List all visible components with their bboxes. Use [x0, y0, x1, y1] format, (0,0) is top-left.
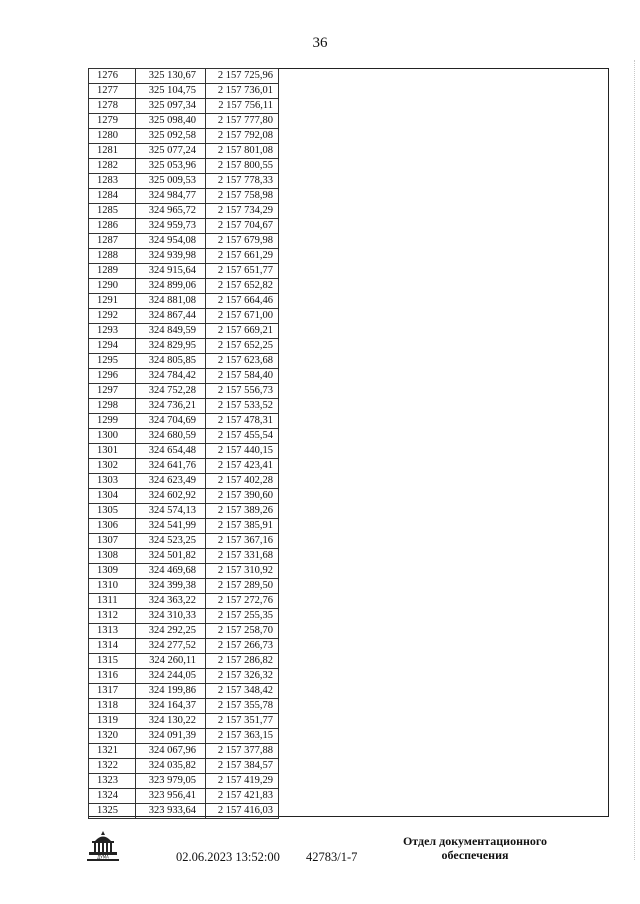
x-coordinate-cell: 324 784,42 [136, 369, 206, 384]
point-number-cell: 1324 [89, 789, 136, 804]
table-row [89, 144, 279, 159]
x-coordinate-cell: 325 053,96 [136, 159, 206, 174]
table-row [89, 129, 279, 144]
x-coordinate-cell: 324 292,25 [136, 624, 206, 639]
y-coordinate-cell: 2 157 704,67 [206, 219, 279, 234]
point-number-cell: 1313 [89, 624, 136, 639]
coordinates-table-body [89, 69, 279, 819]
x-coordinate-cell: 324 915,64 [136, 264, 206, 279]
point-number-cell: 1304 [89, 489, 136, 504]
x-coordinate-cell: 324 881,08 [136, 294, 206, 309]
x-coordinate-cell: 324 501,82 [136, 549, 206, 564]
table-row [89, 804, 279, 819]
point-number-cell: 1278 [89, 99, 136, 114]
y-coordinate-cell: 2 157 419,29 [206, 774, 279, 789]
x-coordinate-cell: 324 704,69 [136, 414, 206, 429]
x-coordinate-cell: 324 602,92 [136, 489, 206, 504]
point-number-cell: 1322 [89, 759, 136, 774]
point-number-cell: 1321 [89, 744, 136, 759]
table-row [89, 279, 279, 294]
duma-building-icon [86, 829, 120, 863]
table-row [89, 534, 279, 549]
table-row [89, 564, 279, 579]
x-coordinate-cell: 324 399,38 [136, 579, 206, 594]
table-row [89, 579, 279, 594]
coordinates-table [88, 68, 279, 819]
table-row [89, 444, 279, 459]
table-row [89, 549, 279, 564]
x-coordinate-cell: 324 469,68 [136, 564, 206, 579]
y-coordinate-cell: 2 157 679,98 [206, 234, 279, 249]
point-number-cell: 1311 [89, 594, 136, 609]
table-row [89, 429, 279, 444]
point-number-cell: 1314 [89, 639, 136, 654]
x-coordinate-cell: 324 363,22 [136, 594, 206, 609]
y-coordinate-cell: 2 157 756,11 [206, 99, 279, 114]
x-coordinate-cell: 325 009,53 [136, 174, 206, 189]
x-coordinate-cell: 325 130,67 [136, 69, 206, 84]
point-number-cell: 1299 [89, 414, 136, 429]
point-number-cell: 1309 [89, 564, 136, 579]
y-coordinate-cell: 2 157 669,21 [206, 324, 279, 339]
x-coordinate-cell: 323 933,64 [136, 804, 206, 819]
x-coordinate-cell: 324 680,59 [136, 429, 206, 444]
point-number-cell: 1316 [89, 669, 136, 684]
point-number-cell: 1306 [89, 519, 136, 534]
y-coordinate-cell: 2 157 423,41 [206, 459, 279, 474]
y-coordinate-cell: 2 157 355,78 [206, 699, 279, 714]
y-coordinate-cell: 2 157 652,82 [206, 279, 279, 294]
y-coordinate-cell: 2 157 736,01 [206, 84, 279, 99]
y-coordinate-cell: 2 157 258,70 [206, 624, 279, 639]
y-coordinate-cell: 2 157 478,31 [206, 414, 279, 429]
x-coordinate-cell: 324 752,28 [136, 384, 206, 399]
point-number-cell: 1302 [89, 459, 136, 474]
x-coordinate-cell: 324 130,22 [136, 714, 206, 729]
point-number-cell: 1291 [89, 294, 136, 309]
x-coordinate-cell: 324 805,85 [136, 354, 206, 369]
x-coordinate-cell: 324 623,49 [136, 474, 206, 489]
point-number-cell: 1323 [89, 774, 136, 789]
table-row [89, 684, 279, 699]
x-coordinate-cell: 324 199,86 [136, 684, 206, 699]
table-row [89, 84, 279, 99]
table-row [89, 159, 279, 174]
x-coordinate-cell: 325 098,40 [136, 114, 206, 129]
x-coordinate-cell: 324 244,05 [136, 669, 206, 684]
table-row [89, 729, 279, 744]
table-row [89, 744, 279, 759]
table-row [89, 399, 279, 414]
y-coordinate-cell: 2 157 801,08 [206, 144, 279, 159]
point-number-cell: 1279 [89, 114, 136, 129]
point-number-cell: 1290 [89, 279, 136, 294]
table-row [89, 384, 279, 399]
table-row [89, 99, 279, 114]
y-coordinate-cell: 2 157 777,80 [206, 114, 279, 129]
point-number-cell: 1297 [89, 384, 136, 399]
point-number-cell: 1295 [89, 354, 136, 369]
point-number-cell: 1277 [89, 84, 136, 99]
table-row [89, 324, 279, 339]
table-row [89, 624, 279, 639]
point-number-cell: 1282 [89, 159, 136, 174]
table-row [89, 489, 279, 504]
x-coordinate-cell: 324 954,08 [136, 234, 206, 249]
point-number-cell: 1289 [89, 264, 136, 279]
footer-department [395, 834, 555, 862]
point-number-cell: 1286 [89, 219, 136, 234]
x-coordinate-cell: 324 654,48 [136, 444, 206, 459]
y-coordinate-cell: 2 157 440,15 [206, 444, 279, 459]
point-number-cell: 1280 [89, 129, 136, 144]
y-coordinate-cell: 2 157 351,77 [206, 714, 279, 729]
point-number-cell: 1287 [89, 234, 136, 249]
x-coordinate-cell: 324 067,96 [136, 744, 206, 759]
scan-edge-marks [630, 60, 635, 860]
point-number-cell: 1296 [89, 369, 136, 384]
table-row [89, 204, 279, 219]
y-coordinate-cell: 2 157 623,68 [206, 354, 279, 369]
x-coordinate-cell: 324 164,37 [136, 699, 206, 714]
point-number-cell: 1320 [89, 729, 136, 744]
y-coordinate-cell: 2 157 310,92 [206, 564, 279, 579]
x-coordinate-cell: 324 310,33 [136, 609, 206, 624]
y-coordinate-cell: 2 157 385,91 [206, 519, 279, 534]
y-coordinate-cell: 2 157 455,54 [206, 429, 279, 444]
point-number-cell: 1325 [89, 804, 136, 819]
y-coordinate-cell: 2 157 402,28 [206, 474, 279, 489]
table-row [89, 699, 279, 714]
x-coordinate-cell: 325 077,24 [136, 144, 206, 159]
y-coordinate-cell: 2 157 758,98 [206, 189, 279, 204]
y-coordinate-cell: 2 157 389,26 [206, 504, 279, 519]
table-row [89, 69, 279, 84]
x-coordinate-cell: 324 260,11 [136, 654, 206, 669]
x-coordinate-cell: 324 959,73 [136, 219, 206, 234]
table-row [89, 609, 279, 624]
table-row [89, 594, 279, 609]
table-row [89, 789, 279, 804]
y-coordinate-cell: 2 157 348,42 [206, 684, 279, 699]
y-coordinate-cell: 2 157 533,52 [206, 399, 279, 414]
y-coordinate-cell: 2 157 331,68 [206, 549, 279, 564]
point-number-cell: 1305 [89, 504, 136, 519]
table-row [89, 174, 279, 189]
table-row [89, 369, 279, 384]
x-coordinate-cell: 324 984,77 [136, 189, 206, 204]
logo-text: ДУМА [97, 854, 109, 860]
x-coordinate-cell: 323 956,41 [136, 789, 206, 804]
table-row [89, 189, 279, 204]
point-number-cell: 1298 [89, 399, 136, 414]
page-number: 36 [312, 35, 328, 51]
table-row [89, 504, 279, 519]
x-coordinate-cell: 325 097,34 [136, 99, 206, 114]
point-number-cell: 1288 [89, 249, 136, 264]
x-coordinate-cell: 324 899,06 [136, 279, 206, 294]
y-coordinate-cell: 2 157 792,08 [206, 129, 279, 144]
y-coordinate-cell: 2 157 255,35 [206, 609, 279, 624]
x-coordinate-cell: 324 829,95 [136, 339, 206, 354]
point-number-cell: 1303 [89, 474, 136, 489]
y-coordinate-cell: 2 157 664,46 [206, 294, 279, 309]
table-row [89, 234, 279, 249]
y-coordinate-cell: 2 157 416,03 [206, 804, 279, 819]
point-number-cell: 1276 [89, 69, 136, 84]
point-number-cell: 1294 [89, 339, 136, 354]
x-coordinate-cell: 324 574,13 [136, 504, 206, 519]
table-row [89, 354, 279, 369]
table-row [89, 459, 279, 474]
point-number-cell: 1300 [89, 429, 136, 444]
x-coordinate-cell: 324 867,44 [136, 309, 206, 324]
x-coordinate-cell: 325 092,58 [136, 129, 206, 144]
x-coordinate-cell: 324 939,98 [136, 249, 206, 264]
footer-doc-number: 42783/1-7 [306, 850, 358, 864]
y-coordinate-cell: 2 157 651,77 [206, 264, 279, 279]
table-row [89, 474, 279, 489]
y-coordinate-cell: 2 157 652,25 [206, 339, 279, 354]
x-coordinate-cell: 324 541,99 [136, 519, 206, 534]
y-coordinate-cell: 2 157 363,15 [206, 729, 279, 744]
table-row [89, 309, 279, 324]
point-number-cell: 1315 [89, 654, 136, 669]
y-coordinate-cell: 2 157 584,40 [206, 369, 279, 384]
table-row [89, 264, 279, 279]
footer-department-line1: Отдел документационного [402, 834, 548, 848]
x-coordinate-cell: 324 523,25 [136, 534, 206, 549]
table-row [89, 669, 279, 684]
table-row [89, 339, 279, 354]
point-number-cell: 1312 [89, 609, 136, 624]
point-number-cell: 1293 [89, 324, 136, 339]
y-coordinate-cell: 2 157 390,60 [206, 489, 279, 504]
x-coordinate-cell: 324 277,52 [136, 639, 206, 654]
y-coordinate-cell: 2 157 326,32 [206, 669, 279, 684]
y-coordinate-cell: 2 157 800,55 [206, 159, 279, 174]
x-coordinate-cell: 324 849,59 [136, 324, 206, 339]
table-row [89, 774, 279, 789]
y-coordinate-cell: 2 157 421,83 [206, 789, 279, 804]
x-coordinate-cell: 325 104,75 [136, 84, 206, 99]
x-coordinate-cell: 324 641,76 [136, 459, 206, 474]
y-coordinate-cell: 2 157 556,73 [206, 384, 279, 399]
y-coordinate-cell: 2 157 377,88 [206, 744, 279, 759]
footer-datetime: 02.06.2023 13:52:00 [176, 850, 280, 864]
table-row [89, 714, 279, 729]
point-number-cell: 1292 [89, 309, 136, 324]
x-coordinate-cell: 324 091,39 [136, 729, 206, 744]
point-number-cell: 1319 [89, 714, 136, 729]
x-coordinate-cell: 324 035,82 [136, 759, 206, 774]
x-coordinate-cell: 324 736,21 [136, 399, 206, 414]
footer-department-line2: обеспечения [441, 848, 509, 862]
y-coordinate-cell: 2 157 367,16 [206, 534, 279, 549]
y-coordinate-cell: 2 157 289,50 [206, 579, 279, 594]
table-row [89, 414, 279, 429]
table-row [89, 759, 279, 774]
table-row [89, 519, 279, 534]
point-number-cell: 1307 [89, 534, 136, 549]
x-coordinate-cell: 323 979,05 [136, 774, 206, 789]
y-coordinate-cell: 2 157 778,33 [206, 174, 279, 189]
table-row [89, 219, 279, 234]
table-row [89, 114, 279, 129]
table-row [89, 294, 279, 309]
table-row [89, 654, 279, 669]
y-coordinate-cell: 2 157 384,57 [206, 759, 279, 774]
table-row [89, 249, 279, 264]
point-number-cell: 1317 [89, 684, 136, 699]
y-coordinate-cell: 2 157 734,29 [206, 204, 279, 219]
y-coordinate-cell: 2 157 671,00 [206, 309, 279, 324]
point-number-cell: 1310 [89, 579, 136, 594]
point-number-cell: 1281 [89, 144, 136, 159]
y-coordinate-cell: 2 157 272,76 [206, 594, 279, 609]
point-number-cell: 1318 [89, 699, 136, 714]
x-coordinate-cell: 324 965,72 [136, 204, 206, 219]
y-coordinate-cell: 2 157 725,96 [206, 69, 279, 84]
y-coordinate-cell: 2 157 286,82 [206, 654, 279, 669]
point-number-cell: 1285 [89, 204, 136, 219]
point-number-cell: 1283 [89, 174, 136, 189]
table-row [89, 639, 279, 654]
y-coordinate-cell: 2 157 661,29 [206, 249, 279, 264]
point-number-cell: 1308 [89, 549, 136, 564]
point-number-cell: 1284 [89, 189, 136, 204]
y-coordinate-cell: 2 157 266,73 [206, 639, 279, 654]
point-number-cell: 1301 [89, 444, 136, 459]
